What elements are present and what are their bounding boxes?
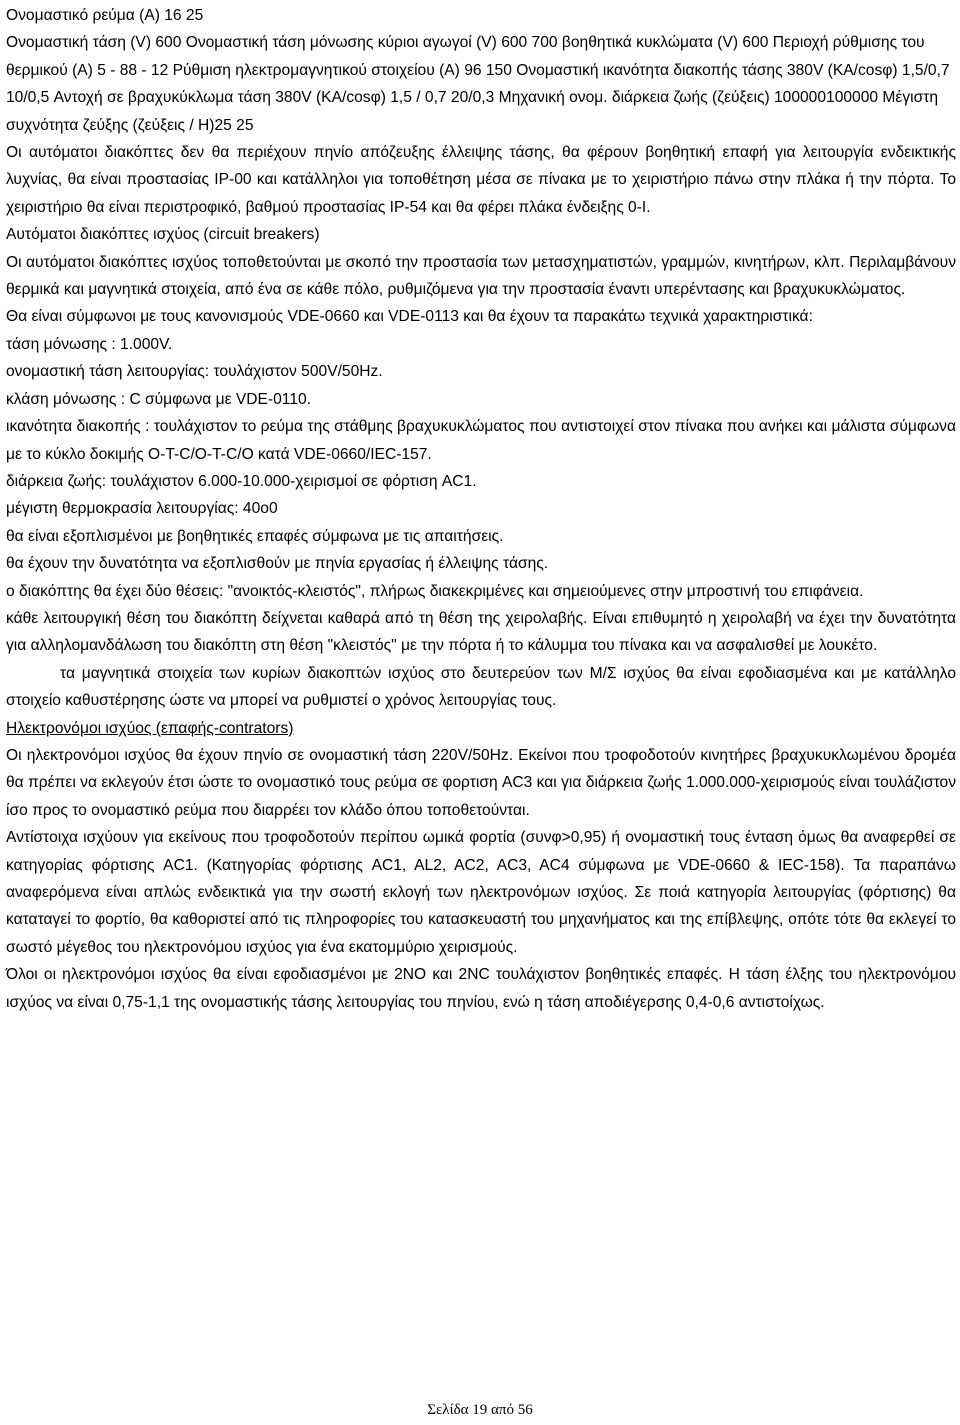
circuit-breakers-heading: Αυτόματοι διακόπτες ισχύος (circuit breakers) (6, 226, 320, 244)
resistive-loads-paragraph: Αντίστοιχα ισχύουν για εκείνους που τροφοδοτούν περίπου ωμικά φορτία (συνφ>0,95) ή ονομαστική τους ένταση όμως θα αναφερθεί σε κατηγορίας φόρτισης AC1. (Κατηγορίας φόρτισης AC1, AL2, AC2, AC3, AC4 σύμφωνα με VDE-0660 & IEC-158). Τα παραπάνω αναφερόμενα είναι απλώς ενδεικτικά για την σωστή εκλογή των ηλεκτρονόμων ισχύος. Σε ποιά κατηγορία λειτουργίας (φόρτισης) θα καταταγεί το φορτίο, θα καθοριστεί από τις πληροφορίες του κατασκευαστή του μηχανήματος και της επίβλεψης, οπότε τότε θα εκλεγεί το σωστό μέγεθος του ηλεκτρονόμου ισχύος για ένα εκατομμύριο χειρισμούς. (6, 829, 956, 956)
coils-line: θα έχουν την δυνατότητα να εξοπλισθούν με πηνία εργασίας ή έλλειψης τάσης. (6, 555, 549, 573)
auxiliary-contacts-line: θα είναι εξοπλισμένοι με βοηθητικές επαφές σύμφωνα με τις απαιτήσεις. (6, 527, 504, 545)
rated-current-line: Ονομαστικό ρεύμα (Α) 16 25 (6, 7, 204, 24)
rated-operating-voltage-line: ονομαστική τάση λειτουργίας: τουλάχιστον 500V/50Hz. (6, 363, 383, 381)
insulation-class-line: κλάση μόνωσης : C σύμφωνα με VDE-0110. (6, 390, 311, 408)
specs-paragraph: Ονομαστική τάση (V) 600 Ονομαστική τάση μόνωσης κύριοι αγωγοί (V) 600 700 βοηθητικά κυκλώματα (V) 600 Περιοχή ρύθμισης του θερμικού (Α) 5 - 88 - 12 Ρύθμιση ηλεκτρομαγνητικού στοιχείου (Α) 96 150 Ονομαστική ικανότητα διακοπής τάσης 380V (ΚΑ/cosφ) 1,5/0,7 10/0,5 Αντοχή σε βραχυκύκλωμα τάση 380V (ΚΑ/cosφ) 1,5 / 0,7 20/0,3 Μηχανική ονομ. διάρκεια ζωής (ζεύξεις) 100000100000 Μέγιστη συχνότητα ζεύξης (ζεύξεις / Η)25 25 (6, 34, 950, 134)
max-temperature-line: μέγιστη θερμοκρασία λειτουργίας: 40ο0 (6, 500, 278, 518)
contactors-coil-paragraph: Οι ηλεκτρονόμοι ισχύος θα έχουν πηνίο σε ονομαστική τάση 220V/50Hz. Εκείνοι που τροφοδοτούν κινητήρες βραχυκυκλωμένου δρομέα θα πρέπει να εκλεγούν έτσι ώστε το ονομαστικό τους ρεύμα σε φορτιση AC3 και για διάρκεια ζωής 1.000.000-χειρισμούς είναι τουλάζιστον ίσο προς το ονομαστικό ρεύμα που διαρρέει τον κλάδο όπου τοποθετούνται. (6, 746, 957, 819)
standards-paragraph: Θα είναι σύμφωνοι με τους κανονισμούς VDE-0660 και VDE-0113 και θα έχουν τα παρακάτω τεχνικά χαρακτηριστικά: (6, 308, 813, 326)
circuit-breakers-intro-paragraph: Οι αυτόματοι διακόπτες ισχύος τοποθετούνται με σκοπό την προστασία των μετασχηματιστών, γραμμών, κινητήρων, κλπ. Περιλαμβάνουν θερμικά και μαγνητικά στοιχεία, από ένα σε κάθε πόλο, ρυθμιζόμενα για την προστασία έναντι υπερέντασης και βραχυκυκλώματος. (6, 253, 956, 299)
handle-position-paragraph: κάθε λειτουργική θέση του διακόπτη δείχνεται καθαρά από τη θέση της χειρολαβής. Είναι επιθυμητό η χειρολαβή να έχει την δυνατότητα για αλληλομανδάλωση του διακόπτη στη θέση "κλειστός" με την πόρτα ή το κάλυμμα του πίνακα και να ασφαλισθεί με λουκέτο. (6, 609, 956, 655)
page-number-footer: Σελίδα 19 από 56 (427, 1402, 533, 1418)
document-page (6, 2, 956, 1016)
contactors-contacts-paragraph: Όλοι οι ηλεκτρονόμοι ισχύος θα είναι εφοδιασμένοι με 2ΝΟ και 2NC τουλάχιστον βοηθητικές επαφές. Η τάση έλξης του ηλεκτρονόμου ισχύος να είναι 0,75-1,1 της ονομαστικής τάσης λειτουργίας του πηνίου, ενώ η τάση αποδιέγερσης 0,4-0,6 αντιστοίχως. (6, 966, 956, 1011)
breaking-capacity-paragraph: ικανότητα διακοπής : τουλάχιστον το ρεύμα της στάθμης βραχυκυκλώματος που αντιστοιχεί στον πίνακα που ανήκει και μάλιστα σύμφωνα με το κύκλο δοκιμής O-T-C/O-T-C/O κατά VDE-0660/IEC-157. (6, 418, 956, 463)
breakers-description-paragraph: Οι αυτόματοι διακόπτες δεν θα περιέχουν πηνίο απόζευξης έλλειψης τάσης, θα φέρουν βοηθητική επαφή για λειτουργία ενδεικτικής λυχνίας, θα είναι προστασίας IP-00 και κατάλληλοι για τοποθέτηση μέσα σε πίνακα με το χειριστήριο πάνω στην πλάκα ή την πόρτα. Το χειριστήριο θα είναι περιστροφικό, βαθμού προστασίας IP-54 και θα φέρει πλάκα ένδειξης 0-I. (6, 144, 956, 216)
insulation-voltage-line: τάση μόνωσης : 1.000V. (6, 335, 173, 353)
switch-positions-paragraph: ο διακόπτης θα έχει δύο θέσεις: "ανοικτός-κλειστός", πλήρως διακεκριμένες και σημειούμενες στην μπροστινή του επιφάνεια. (6, 582, 864, 600)
contactors-heading: Ηλεκτρονόμοι ισχύος (επαφής-contrators) (6, 719, 294, 737)
magnetic-elements-paragraph: τα μαγνητικά στοιχεία των κυρίων διακοπτών ισχύος στο δευτερεύον των Μ/Σ ισχύος θα είναι εφοδιασμένα και με κατάλληλο στοιχείο καθυστέρησης ώστε να μπορεί να ρυθμιστεί ο χρόνος λειτουργίας τους. (6, 664, 956, 710)
service-life-line: διάρκεια ζωής: τουλάχιστον 6.000-10.000-χειρισμοί σε φόρτιση AC1. (6, 472, 477, 490)
